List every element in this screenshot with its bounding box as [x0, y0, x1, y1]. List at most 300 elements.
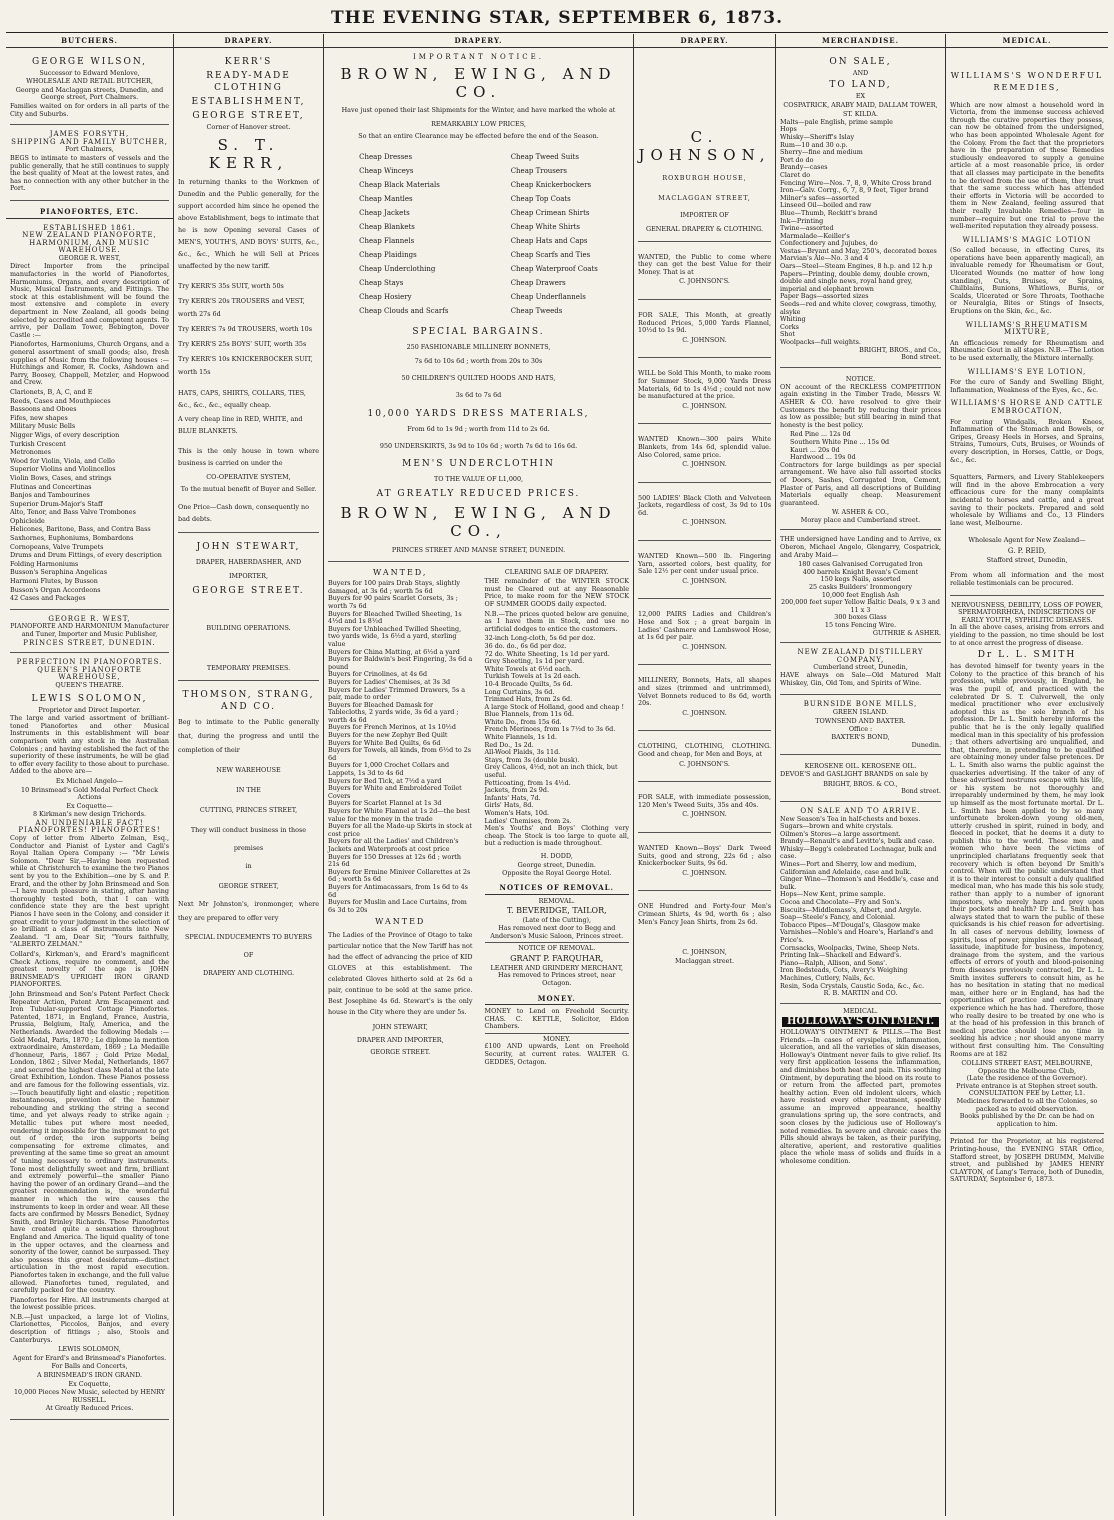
list-item: Try KERR'S 10s KNICKERBOCKER SUIT, worth 15s [178, 355, 313, 377]
section-heading: PIANOFORTES, ETC. [6, 205, 173, 219]
list-item: Buyers for Scarlet Flannel at 1s 3d [328, 799, 442, 808]
ad-body: N.B.—The prices quoted below are genuine, as I have them in Stock, and use no artificial dodges to entice the customers. [484, 609, 629, 633]
list-item: Wines—Port and Sherry, low and medium, Californian and Adelaide, case and bulk. [780, 860, 917, 876]
list-item: Varnishes—Noble's and Hoare's, Harland's and Price's. [780, 928, 934, 944]
ad-line: At Greatly Reduced Prices. [45, 1404, 134, 1413]
list-item: Red Do., 1s 2d. [484, 740, 534, 749]
ad-line: AT GREATLY REDUCED PRICES. [376, 489, 581, 500]
holloway-logo: HOLLOWAY'S OINTMENT. [782, 1017, 939, 1027]
list-item: Woolpacks—full weights. [780, 338, 861, 346]
list-item: 25 casks Builders' Ironmongery [808, 583, 912, 592]
list-item: Buyers for White Flannel at 1s 2d—the best value for the money in the trade [328, 807, 470, 823]
ad-title: CLEARING SALE OF DRAPERY. [504, 568, 609, 577]
ad-body: Has removed next door to Begg and Anderson's Music Saloon, Princes street. [490, 923, 624, 940]
masthead-rule [6, 32, 1108, 33]
ad-body: THE remainder of the WINTER STOCK must be Cleared out at any Reasonable Price, to make room for the NEW STOCK OF SUMMER GOODS daily expected. [484, 577, 629, 608]
list-item: Infants' Hats, 7d. [484, 793, 541, 802]
thomson-ad [178, 685, 319, 988]
list-item: 10,000 feet English Ash [821, 590, 900, 599]
ad-name: LEWIS SOLOMON, [31, 693, 148, 704]
johnson-small-ad [638, 786, 771, 833]
list-item: Buyers for Baldwin's best Fingering, 3s 6d a pound [328, 655, 473, 671]
ad-name: T. BEVERIDGE, TAILOR, [506, 906, 607, 916]
ad-title: NOTICE. [845, 374, 876, 383]
list-item: Cheap Jackets [359, 209, 410, 218]
ad-line: Medicines forwarded to all the Colonies, so packed as to avoid observation. [956, 1097, 1098, 1113]
list-item: Cheap Underclothing [359, 265, 436, 274]
ad-name: BROWN, EWING, AND CO., [340, 504, 617, 541]
ad-street: GEORGE STREET, [192, 110, 305, 121]
list-item: Kauri ... 20s 0d [790, 445, 840, 454]
letter-text: Copy of letter from Alberto Zelman, Esq., Conductor and Pianist of Lyster and Cagli's Royal Italian Opera Company :— "Mr Lewis Solomon. "Dear Sir,—Having been requested while at Christchurch to examine the two Pianos sent by you to the Exhibition—one by S. and P. Erard, and the other by John Brinsmead and Son—I have much pleasure in stating, after having thoroughly tested both, that I can with confidence state they are the best upright Pianos I have seen in the Colony, and consider it great credit to your judgment in the selection of so brilliant a class of instruments into New Zealand. "I am, Dear Sir, "Yours faithfully, "ALBERTO ZELMAN." [10, 834, 169, 949]
list-item: Buyers for Crinolines, at 4s 6d [328, 670, 428, 679]
list-item: Cheap Hats and Caps [510, 237, 588, 246]
ad-addr: Bond street. [901, 353, 941, 362]
west-ad [10, 223, 169, 610]
ad-line: 250 FASHIONABLE MILLINERY BONNETS, [406, 343, 551, 352]
column-heading: DRAPERY. [174, 34, 323, 48]
ad-title: REMOVAL. [538, 896, 575, 905]
list-item: Seeds—red and white clover, cowgrass, timothy, alsyke [780, 300, 937, 316]
list-item: Flutinas and Concertinas [10, 482, 92, 491]
johnson-small-ad [638, 428, 771, 482]
list-item: Buyers for French Merinos, at 1s 10½d [328, 723, 456, 732]
ad-name: GEORGE R. WEST, [58, 253, 121, 262]
list-item: Cheap Tweeds [510, 307, 563, 316]
ad-body: CLOTHING, CLOTHING, CLOTHING. Good and cheap, for Men and Boys, at [638, 742, 771, 758]
ad-line: Next Mr Johnston's, ironmonger, where they are prepared to offer very [178, 900, 319, 923]
ad-name: JAMES FORSYTH, [49, 130, 130, 139]
list-item: Bassoons and Oboes [10, 405, 77, 414]
cheap-list-right [511, 150, 598, 318]
ad-ships: COSPATRICK, ARABY MAID, DALLAM TOWER, ST. KILDA. [783, 100, 938, 118]
list-item: 10 Brinsmead's Gold Medal Perfect Check Actions [21, 785, 158, 802]
list-item: Cheap Knickerbockers [510, 181, 592, 190]
ad-name: BROWN, EWING, AND CO. [340, 65, 617, 102]
cheap-list-left [359, 150, 448, 318]
burnside-ad [780, 699, 941, 755]
ad-body: From whom all information and the most reliable testimonials can be procured. [950, 571, 1104, 588]
ad-name: JOHN STEWART, [372, 1023, 428, 1032]
list-item: Cheap Drawers [510, 279, 566, 288]
west2-ad [10, 614, 169, 653]
section-heading: MEDICAL. [843, 1006, 878, 1015]
list-item: Pianofortes, Harmoniums, Church Organs, and a general assortment of small goods; also, fresh supplies of Music from the following houses :—Hutchings and Romer, R. Cocks, Ashdown and Parry, Boosey, Chappell, Metzler, and Hopwood and Crew. [10, 340, 169, 387]
list-item: Buyers for all the Made-up Skirts in stock at cost price [328, 822, 472, 838]
kerrs-ad [178, 52, 319, 534]
list-item: Cheap Mantles [359, 195, 413, 204]
ad-line: HATS, CAPS, SHIRTS, COLLARS, TIES, &c., &c., &c., equally cheap. [178, 389, 306, 410]
list-item: Blue—Thumb, Reckitt's brand [780, 208, 878, 217]
column-drapery-2 [324, 34, 634, 1516]
ad-line: 50 CHILDREN'S QUILTED HOODS AND HATS, [401, 374, 556, 383]
williams-ad [950, 52, 1104, 596]
list-item: Harmoni Flutes, by Busson [10, 577, 98, 586]
ad-line: For Balls and Concerts, [51, 1362, 128, 1371]
ad-name: LEWIS SOLOMON, [58, 1345, 121, 1354]
ad-line: A very cheap line in RED, WHITE, and BLUE BLANKETS. [178, 415, 303, 436]
asher-ad [780, 372, 941, 531]
ad-line: 10,000 Pieces New Music, selected by HENRY RUSSELL. [13, 1388, 166, 1404]
ad-line: Families waited on for orders in all parts of the City and Suburbs. [10, 101, 169, 118]
ad-line: CO-OPERATIVE SYSTEM, [206, 473, 291, 482]
ad-body: Has removed to Princes street, near Octagon. [498, 971, 616, 987]
ad-addr: Opposite the Melbourne Club, [977, 1066, 1077, 1075]
list-item: Ink—Printing [780, 216, 824, 225]
johnson-small-ad [638, 669, 771, 731]
ad-body: Men's Youths' and Boys' Clothing very cheap. The Stock is too large to quote all, but a reduction is made throughout. [484, 824, 629, 848]
ad-body: MONEY to Lend on Freehold Security. CHAS. C. KETTLE, Solicitor, Eldon Chambers. [484, 1007, 629, 1031]
ad-body: In returning thanks to the Workmen of Dunedin and the Public generally, for the support accorded him since he opened the above Establishment, begs to intimate that he is now Opening several Cases of MEN'S, YOUTH'S, AND BOYS' SUITS, &c., &c., &c., Which he will Sell at Prices unaffected by the new tariff. [178, 178, 319, 271]
ad-body: N.B.—Just unpacked, a large lot of Violins, Clarionettes, Piccolos, Banjos, and every description of fittings ; also, Stools and Canterburys. [10, 1312, 169, 1344]
ad-sub: ROXBURGH HOUSE, [662, 173, 747, 182]
ad-sig: C. JOHNSON. [682, 460, 727, 469]
list-item: 36 do. do., 6s 6d per doz. [484, 641, 567, 650]
ad-name: H. DODD, [540, 851, 573, 860]
list-item: Buyers for White and Embroidered Toilet Covers [328, 784, 462, 800]
ad-sub: (Late of the Cutting), [522, 916, 592, 925]
ad-title: ON SALE, [829, 56, 892, 67]
ad-line: MEN'S UNDERCLOTHIN [402, 459, 555, 470]
list-item: Twine—assorted [780, 224, 834, 233]
list-item: Banjos and Tambourines [10, 491, 90, 500]
list-item: Linseed Oil—boiled and raw [780, 201, 872, 210]
ad-addr: George street, Dunedin. [517, 860, 596, 869]
ad-title: NERVOUSNESS, DEBILITY, LOSS OF POWER, SPERMATORRHŒA, INDISCRETIONS OF EARLY YOUTH, SYPHILITIC DISEASES. [950, 600, 1104, 624]
ad-line: 3s 6d to 7s 6d [455, 391, 502, 400]
list-item: Biscuits—Middlemass's, Albert, and Argyle. [780, 905, 922, 914]
ad-line: CONSULTATION FEE by Letter, L1. [968, 1089, 1086, 1098]
list-item: French Merinoes, from 1s 7½d to 3s 6d. [484, 725, 616, 734]
ad-sub: Proprietor and Direct Importer. [38, 705, 141, 714]
list-item: New Season's Tea in half-chests and boxes. [780, 814, 921, 823]
ad-sig: C. JOHNSON. [682, 868, 727, 877]
ad-title: NOTICE OF REMOVAL. [485, 942, 629, 953]
established: ESTABLISHED 1861. [43, 223, 136, 232]
ad-name: TOWNSEND AND BAXTER. [815, 717, 906, 726]
ad-line: So that an entire Clearance may be effected before the end of the Season. [358, 132, 599, 141]
list-item: Wood for Violin, Viola, and Cello [10, 456, 115, 465]
list-item: Buyers for China Matting, at 6½d a yard [328, 647, 460, 656]
list-item: Superior Drum-Major's Staff [10, 499, 103, 508]
ad-body: In all the above cases, arising from errors and yielding to the passion, no time should be lost to at once arrest the progress of disease. [950, 623, 1104, 647]
ad-line: GEORGE STREET, [218, 882, 279, 891]
ad-sub: READY-MADE CLOTHING [206, 70, 291, 93]
ad-corner: Corner of Hanover street. [206, 122, 291, 131]
list-item: Buyers for Bed Tick, at 7½d a yard [328, 776, 442, 785]
ad-sig: C. JOHNSON. [682, 708, 727, 717]
ad-name: GRANT P. FARQUHAR, [510, 953, 604, 963]
list-item: Iron Bedsteads, Cots, Avery's Weighing Machines, Cutlery, Nails, &c. [780, 966, 908, 982]
list-item: Resin, Soda Crystals, Caustic Soda, &c., &c. [780, 981, 925, 990]
list-item: Helicones, Baritone, Bass, and Contra Bass [10, 525, 151, 534]
list-item: Buyers for Bleached Damask for Tablecloths, 2 yards wide, 3s 6d a yard ; worth 4s 6d [328, 700, 459, 724]
list-item: Reeds, Cases and Mouthpieces [10, 396, 111, 405]
list-item: Cocoa and Chocolate—Fry and Son's. [780, 898, 902, 907]
list-item: Drums and Drum Fittings, of every description [10, 551, 162, 560]
ad-title: TEMPORARY PREMISES. [206, 664, 291, 673]
list-item: Cheap Clouds and Scarfs [359, 307, 449, 316]
list-item: 15 tons Fencing Wire. [824, 621, 897, 629]
column-drapery-1 [174, 34, 324, 1516]
ad-sub: DRAPER AND IMPORTER, [356, 1036, 444, 1045]
ad-sig: C. JOHNSON. [682, 401, 727, 410]
ad-name: GEORGE R. WEST, [48, 614, 131, 623]
list-item: Whisky—Begg's celebrated Lochnagar, bulk and case. [780, 844, 937, 861]
ad-body: BEGS to intimate to masters of vessels and the public generally, that he still continues to supply the best quality of Meat at the lowest rates, and has no connection with any other butcher in the Port. [10, 153, 169, 193]
list-item: Oars—Steel—Steam Engines, 8 h.p. and 12 h.p [780, 262, 933, 271]
list-item: Buyers for Ladies' Chemises, at 3s 3d [328, 677, 451, 686]
johnson-small-ad [638, 362, 771, 424]
ad-line: Successor to Edward Menlove, [39, 68, 140, 77]
section-heading: MONEY. [485, 992, 629, 1006]
ad-line: From 6d to 1s 9d ; worth from 11d to 2s 6d. [407, 425, 550, 434]
list-item: Cheap Black Materials [359, 181, 440, 190]
list-item: Brandy—cases [780, 163, 828, 172]
list-item: Violin Bows, Cases, and strings [10, 473, 112, 482]
list-item: Cheap White Shirts [510, 223, 580, 232]
ad-line: Office : [848, 725, 873, 734]
ad-place: Port Chalmers, [65, 145, 114, 154]
ad-title: BURNSIDE BONE MILLS, [803, 700, 918, 709]
lower-drapery [328, 566, 629, 1068]
ad-body: MILLINERY, Bonnets, Hats, all shapes and sizes (trimmed and untrimmed), Velvet Bonnets reduced to 8s 6d, worth 20s. [638, 676, 771, 708]
ad-body: For curing Windgalls, Broken Knees, Inflammation of the Stomach and Bowels, or Gripes, Greasy Heels in Horses, and Sprains, Strains, Tumours, Cuts, Bruises, or Wounds of every description, in Horses, Cattle, or Dogs, &c., &c. [950, 417, 1104, 464]
ad-sub: GENERAL DRAPERY & CLOTHING. [645, 224, 764, 233]
column-heading: BUTCHERS. [6, 34, 173, 48]
ad-title: TO LAND, [829, 80, 892, 91]
column-butchers [6, 34, 174, 1516]
ad-title: WILLIAMS'S MAGIC LOTION [962, 235, 1092, 244]
list-item: Cheap Blankets [359, 223, 415, 232]
list-item: Trimmed Hats, from 2s 6d. [484, 695, 573, 704]
johnson-small-ad [638, 895, 771, 970]
ad-sub: ESTABLISHMENT, [191, 96, 306, 107]
list-item: Port do do [780, 155, 814, 164]
ad-sig: C. JOHNSON'S. [679, 277, 730, 286]
ad-body: Collard's, Kirkman's, and Erard's magnificent Check Actions, require no comment, and the greatest novelty of the age is JOHN BRINSMEAD'S UPRIGHT IRON GRAND PIANOFORTES. [10, 949, 169, 989]
ad-line: IN THE [236, 786, 261, 795]
list-item: Cheap Plaidings [359, 251, 417, 260]
list-item: Buyers for 90 pairs Scarlet Corsets, 3s ; worth 7s 6d [328, 594, 458, 610]
list-item: Vestas—Bryant and May, 250's, decorated boxes [780, 246, 937, 255]
ad-body: Squatters, Farmers, and Livery Stablekeepers will find in the above Embrocation a very efficacious cure for the many complaints incidental to horses and cattle, and a great saving to their pockets. Prepared and sold wholesale by Williams and Co., 13 Flinders lane west, Melbourne. [950, 473, 1104, 527]
ad-title: BUILDING OPERATIONS. [206, 624, 291, 633]
holloway-ad [780, 1008, 941, 1166]
ad-line: SPECIAL INDUCEMENTS TO BUYERS [185, 933, 312, 942]
list-item: Shot [780, 330, 795, 339]
ad-line: Ex Coquette, [68, 1379, 111, 1388]
ad-title: NEW ZEALAND PIANOFORTE, HARMONIUM, AND MUSIC WAREHOUSE. [22, 231, 157, 255]
list-item: Cheap Underflannels [510, 293, 586, 302]
list-item: 200,000 feet super Yellow Baltic Deals, 9 x 3 and 11 x 3 [781, 598, 940, 614]
ad-title: WILLIAMS'S EYE LOTION, [967, 367, 1087, 376]
list-item: Petticoating, from 1s 4½d. [484, 778, 571, 787]
ad-line: 10,000 YARDS DRESS MATERIALS, [367, 409, 590, 420]
ad-body: Direct Importer from the principal manufactories in the world of Pianofortes, Harmoniums, Organs, and every description of Music, Musical Instruments, and Fittings. The stock at this establishment will be found the most extensive and complete in every department in New Zealand, all goods being selected by accredited and competent agents. To arrive, per Dallam Tower, Bebington, Dover Castle :— [10, 262, 169, 339]
ad-body: FOR SALE, with immediate possession, 120 Men's Tweed Suits, 35s and 40s. [638, 793, 771, 809]
ad-sub: DRAPER, HABERDASHER, AND IMPORTER, [195, 558, 302, 581]
list-item: Cheap Hosiery [359, 293, 412, 302]
list-item: Grey Sheeting, 1s 1d per yard. [484, 657, 585, 666]
list-item: Superior Violins and Violincellos [10, 465, 116, 474]
column-medical [946, 34, 1108, 1516]
stewart-wanted-ad [328, 566, 472, 1068]
ad-title: WANTED, [373, 568, 428, 578]
list-item: Fencing Wire—Nos. 7, 8, 9, White Cross brand [780, 178, 932, 187]
list-item: White Do., from 15s 6d. [484, 717, 562, 726]
list-item: Cheap Flannels [359, 237, 415, 246]
ad-title: ON SALE AND TO ARRIVE. [800, 806, 921, 815]
johnson-ad [638, 52, 771, 242]
list-item: Alto, Tenor, and Bass Valve Trombones [10, 508, 136, 517]
ad-body: The Ladies of the Province of Otago to take particular notice that the New Tariff has not had the effect of advancing the price of KID GLOVES at this establishment. The celebrated Gloves hitherto sold at 2s 6d a pair, continue to be sold at the same price. Best Josephine 4s 6d. Stewart's is the only house in the City where they are under 5s. [328, 931, 473, 1017]
list-item: 72 do. White Sheeting, 1s 1d per yard. [484, 649, 610, 658]
imprint: Printed for the Proprietor, at his registered Printing-house, the EVENING STAR Office, Stafford street, by JOSEPH DRUMM, Melville street, and published by JAMES HENRY CLAYTON, of Lang's Terrace, both of Dunedin, SATURDAY, September 6, 1873. [950, 1137, 1104, 1184]
ad-body: £100 AND upwards, Lent on Freehold Security, at current rates. WALTER G. GEDDES, Octagon. [484, 1042, 629, 1066]
list-item: All-Wool Plaids, 3s 11d. [484, 748, 561, 757]
wilson-ad [10, 52, 169, 126]
ad-title: WILLIAMS'S RHEUMATISM MIXTURE, [965, 320, 1089, 337]
ad-body: 12,000 PAIRS Ladies and Children's Hose and Sox ; a great bargain in Ladies' Cashmere and Lambswool Hose, at 1s 6d per pair. [638, 610, 771, 642]
ad-street: GEORGE STREET. [370, 1048, 431, 1057]
list-item: Malts—pale English, prime sample [780, 117, 893, 126]
ad-body: DEVOE'S and GASLIGHT BRANDS on sale by [780, 770, 929, 779]
ad-sig: C. JOHNSON. [682, 810, 727, 819]
ad-body: WANTED, the Public to come where they can get the best Value for their Money. That is at [638, 252, 771, 276]
list-item: 300 boxes Glass [834, 613, 887, 622]
list-item: Hardwood ... 19s 0d [790, 453, 856, 462]
ad-body: For the cure of Sandy and Swelling Blight, Inflammation, Weakness of the Eyes, &c., &c. [950, 378, 1104, 394]
ad-body: FOR SALE, This Month, at greatly Reduced Prices, 5,000 Yards Flannel, 10½d to 1s 9d. [638, 310, 771, 335]
ad-notice: IMPORTANT NOTICE. [413, 52, 544, 61]
solomon-ad [10, 657, 169, 1420]
list-item: Grey Calicos, 4½d, not an inch thick, but useful. [484, 763, 618, 780]
ad-line: Books published by the Dr. can be had on application to him. [959, 1112, 1095, 1128]
ad-title: PERFECTION IN PIANOFORTES. QUEEN'S PIANOFORTE WAREHOUSE, [16, 658, 163, 682]
ad-name: C. JOHNSON, [682, 948, 727, 957]
list-item: Buyers for 1,000 Crochet Collars and Lappets, 1s 3d to 4s 6d [328, 761, 450, 778]
list-item: Buyers for White Bed Quilts, 6s 6d [328, 738, 441, 747]
ad-line: 950 UNDERSKIRTS, 3s 9d to 10s 6d ; worth 7s 6d to 16s 6d. [379, 442, 578, 451]
ad-line: NEW WAREHOUSE [216, 766, 281, 775]
list-item: Cheap Waterproof Coats [510, 265, 598, 274]
ad-body: Beg to intimate to the Public generally that, during the progress and until the completion of their [178, 718, 319, 755]
list-item: Hops—New Kent, prime sample. [780, 890, 886, 899]
list-item: Cheap Top Coats [510, 195, 571, 204]
columns [6, 34, 1108, 1516]
ad-name: R. B. MARTIN and CO. [823, 989, 898, 998]
ad-title: WILLIAMS'S WONDERFUL REMEDIES, [950, 70, 1104, 92]
list-item: Buyers for 150 Dresses at 12s 6d ; worth 21s 6d [328, 852, 461, 869]
ad-line: Wholesale Agent for New Zealand— [968, 536, 1086, 545]
ad-title: KEROSENE OIL. KEROSENE OIL. [804, 762, 917, 771]
list-item: Sugars—brown and white crystals. [780, 822, 894, 831]
section-heading: NOTICES OF REMOVAL. [485, 881, 629, 895]
johnson-small-ad [638, 487, 771, 541]
ad-line: REMARKABLY LOW PRICES, [431, 120, 526, 129]
ad-line: OF [243, 951, 254, 960]
list-item: Soap—Steele's Fancy, and Colonial. [780, 913, 895, 922]
list-item: Whiting [780, 315, 806, 324]
list-item: A large Stock of Holland, good and cheap ! [484, 702, 625, 711]
list-item: Buyers for Towels, all kinds, from 6½d to 2s 6d [328, 746, 472, 762]
kerosene-ad [780, 759, 941, 802]
list-item: Buyers for 100 pairs Drab Stays, slightly damaged, at 3s 6d ; worth 5s 6d [328, 579, 461, 595]
list-item: Hops [780, 125, 797, 134]
ad-line: DRAPERY AND CLOTHING. [203, 969, 294, 978]
ad-title: MONEY. [485, 1033, 629, 1044]
list-item: Cornopeans, Valve Trumpets [10, 542, 104, 551]
list-item: Try KERR'S 25s BOYS' SUIT, worth 35s [178, 340, 307, 349]
ad-addr: Bond street. [901, 787, 941, 796]
ad-line: This is the only house in town where business is carried on under the [178, 447, 319, 468]
ad-sub: QUEEN'S THEATRE. [55, 680, 124, 689]
list-item: 10-4 Brocade Quilts, 5s 6d. [484, 679, 573, 688]
ad-line: CUTTING, PRINCES STREET, [199, 806, 298, 815]
ad-title: WANTED [375, 917, 426, 927]
ad-title: SPECIAL BARGAINS. [412, 327, 545, 338]
ad-name: C. JOHNSON, [638, 127, 771, 164]
ad-body: 500 LADIES' Black Cloth and Velveteen Jackets, regardless of cost, 3s 9d to 10s 6d. [638, 493, 771, 517]
ad-line: They will conduct business in those premises [190, 826, 307, 853]
ad-addr: PRINCES STREET AND MANSE STREET, DUNEDIN. [391, 546, 566, 555]
ad-addr: COLLINS STREET EAST, MELBOURNE, [961, 1059, 1093, 1068]
list-item: Try KERR'S 35s SUIT, worth 50s [178, 282, 284, 291]
martin-ad [780, 806, 941, 1004]
ad-name: BRIGHT, BROS. & CO., [823, 779, 898, 788]
list-item: Brandy—Renault's and Levitte's, bulk and case. [780, 837, 935, 846]
ad-line: AND [852, 68, 869, 77]
ad-addr: Stafford street, Dunedin, [986, 555, 1068, 564]
ad-title: AN UNDENIABLE FACT! PIANOFORTES! PIANOFORTES! [18, 818, 161, 835]
list-item: Try KERR'S 20s TROUSERS and VEST, worth 27s 6d [178, 297, 305, 319]
list-item: Claret do [780, 170, 811, 179]
list-item: Milner's safes—assorted [780, 193, 860, 202]
ad-body: WANTED Known—Boys' Dark Tweed Suits, good and strong, 22s 6d ; also Knickerbocker Suits, 9s 6d. [638, 843, 771, 868]
ad-body: ON account of the RECKLESS COMPETITION again existing in the Timber Trade, Messrs W. ASHER & CO. have resolved to give their Customers the benefit by reducing their prices as low as possible; but still bearing in mind that honesty is the best policy. [780, 382, 941, 429]
list-item: Buyers for Bleached Twilled Sheeting, 1s 4½d and 1s 8½d [328, 609, 462, 626]
ad-place: GREEN ISLAND. [832, 707, 889, 716]
list-item: Whisky—Sheriff's Islay [780, 132, 855, 141]
list-item: Paper Bags—assorted sizes [780, 292, 869, 301]
list-item: Oilmen's Stores—a large assortment. [780, 829, 901, 838]
ad-name: S. T. KERR, [208, 136, 289, 173]
ad-body: WILL be Sold This Month, to make room for Summer Stock, 9,000 Yards Dress Materials, 6d to 1s 4½d ; could not now be manufactured at the price. [638, 369, 771, 401]
johnson-small-ad [638, 603, 771, 665]
ad-sub: SHIPPING AND FAMILY BUTCHER, [11, 137, 168, 146]
ad-street: GEORGE STREET. [192, 586, 305, 597]
ad-body: has devoted himself for twenty years in the Colony to the practice of this branch of his profession, while previously, in England, he was the pupil of, and practiced with the celebrated Dr S. T. Culverwell, the only medical practitioner who ever exclusively adopted this as the sole branch of his profession. Dr L. L. Smith hereby informs the public that he is the only legally qualified medical man in this speciality of his profession ; that others advertising are unqualified, and that, therefore, in pretending to be qualified are obtaining money under false pretences. Dr L. L. Smith also warns the public against the quackeries advertising. If the taker of any of these advertised nostrums escape with his life, or his system be not thoroughly and irreparably undermined by them, he may look up himself as the most fortunate mortal. Dr L. L. Smith has been applied to by so many unfortunate broken-down young old-men, utterly crushed in spirit, ruined in body, and fleeced in pocket, that he deems it a duty to publish this to the world. These men and women who have been the victims of unprincipled charlatans frequently seek that recovery which is often beyond Dr Smith's control. When will the public understand that it is to their interest to consult a duly qualified medical man, who has made this his sole study, rather than apply to a number of ignorant impostors, who merely harp and prey upon their pockets and health? Dr L. L. Smith has always stated that to warn the public of these quicksands is his chief reason for advertising. In all cases of nervous debility, lowness of spirits, loss of power, pimples on the forehead, lassitude, inaptitude for business, impotency, drainage from the system, and the various effects of errors of youth and blood-poisoning from diseases previously contracted, Dr L. L. Smith invites sufferers to consult him, as he has no hesitation in stating that no medical man, either here or in England, has had the opportunities of practice and extraordinary experience which he has had. Therefore, those who really desire to be treated by one who is at the head of his profession in this branch of medical practice should lose no time in seeking his advice ; nor should anyone marry without first consulting him. The Consulting Rooms are at 182 [950, 662, 1104, 1058]
list-item: Try KERR'S 7s 9d TROUSERS, worth 10s [178, 325, 313, 334]
list-item: Confectionery and Jujubes, do [780, 239, 878, 248]
list-item: 42 Cases and Packages [10, 594, 86, 603]
johnson-small-ad [638, 837, 771, 891]
ad-name: THOMSON, STRANG, AND CO. [182, 690, 315, 713]
ad-body: The large and varied assortment of brilliant-toned Pianofortes and other Musical Instruments in this establishment will bear comparison with any stock in the Australian Colonies ; and having established the fact of the superiority of these instruments, he will be glad to offer every facility to those about to purchase. Added to the above are— [10, 714, 169, 776]
ad-body: An efficacious remedy for Rheumatism and Rheumatic Gout in all stages. N.B.—The Lotion to be used externally, the Mixture internally. [950, 338, 1104, 362]
ad-sig: C. JOHNSON. [682, 576, 727, 585]
list-item: Printing Ink—Shackell and Edward's. [780, 951, 902, 960]
ad-line: 7s 6d to 10s 6d ; worth from 20s to 30s [414, 357, 543, 366]
ad-line: One Price—Cash down, consequently no bad debts. [178, 503, 309, 524]
list-item: 8 Kirkman's new design Trichords. [32, 810, 147, 819]
ad-name: GUTHRIE & ASHER. [872, 628, 941, 637]
list-item: Rum—10 and 30 o.p. [780, 140, 848, 149]
ad-sub: PIANOFORTE AND HARMONIUM Manufacturer and Tuner, Importer and Music Publisher, [10, 622, 169, 638]
johnson-small-ad [638, 246, 771, 300]
list-item: Clarionets, B, A, C, and E [10, 387, 93, 396]
